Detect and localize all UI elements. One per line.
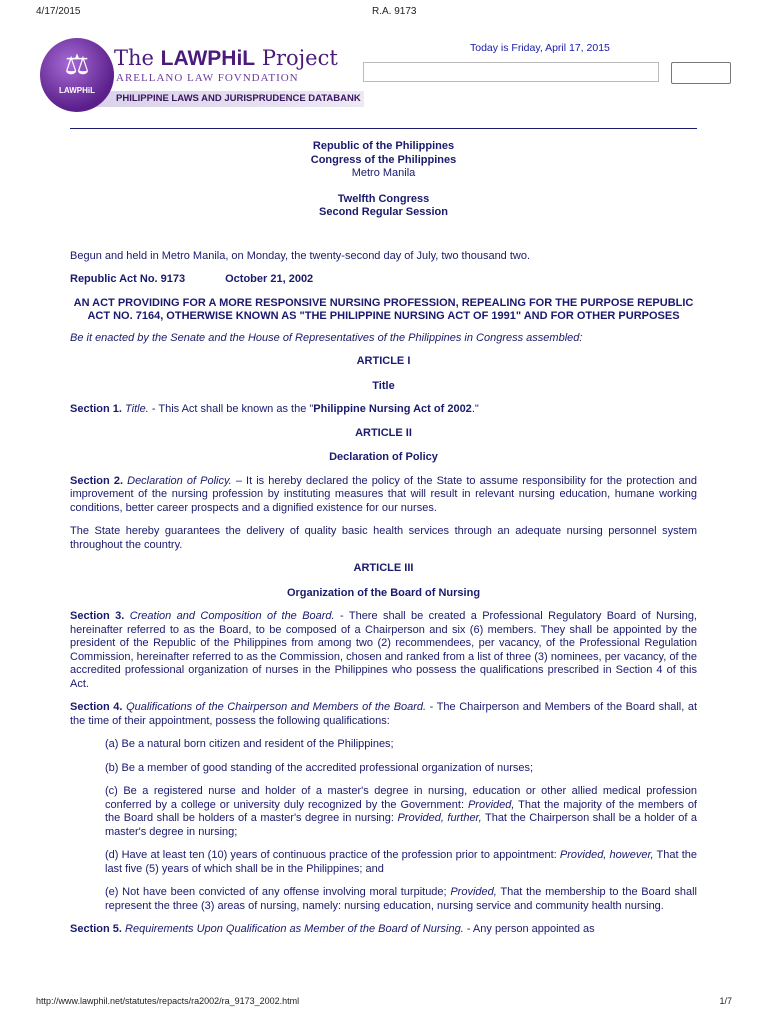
qualification-d-proviso: Provided, however, [559, 849, 654, 861]
qualification-e [70, 886, 697, 913]
print-date: 4/17/2015 [36, 6, 81, 17]
act-number: Republic Act No. 9173 [70, 273, 186, 285]
title-prefix: The [114, 46, 161, 70]
scales-icon: ⚖ [64, 49, 90, 80]
tagline: PHILIPPINE LAWS AND JURISPRUDENCE DATABANK [116, 93, 361, 104]
enacting-clause: Be it enacted by the Senate and the House of Representatives of the Philippines in Congress assembled: [70, 331, 583, 344]
act-title: AN ACT PROVIDING FOR A MORE RESPONSIVE NURSING PROFESSION, REPEALING FOR THE PURPOSE REPUBLIC ACT NO. 7164, OTHERWISE KNOWN AS "THE PHILIPPINE NURSING ACT OF 1991" AND FOR OTHER PURPOSES [73, 296, 694, 322]
section-1-heading: Title. [125, 403, 149, 415]
qualification-a: (a) Be a natural born citizen and resident of the Philippines; [105, 738, 394, 750]
print-doc-title: R.A. 9173 [372, 6, 417, 17]
document-body [70, 140, 697, 937]
article-1-label: ARTICLE I [356, 355, 411, 367]
qualification-e-text: (e) Not have been convicted of any offense involving moral turpitude; [105, 886, 451, 898]
heading-congress-number: Twelfth Congress [337, 192, 430, 205]
section-1-short-title: Philippine Nursing Act of 2002 [313, 403, 472, 415]
lawphil-logo[interactable] [36, 36, 366, 106]
heading-congress: Congress of the Philippines [310, 153, 457, 166]
heading-republic: Republic of the Philippines [312, 140, 455, 152]
tagline-band [72, 91, 364, 107]
qualification-c-proviso: Provided, [467, 798, 515, 811]
qualification-d [70, 849, 697, 876]
title-brand: LAWPHiL [160, 47, 256, 70]
section-1-text: - This Act shall be known as the " [148, 403, 314, 415]
section-5-text: - Any person appointed as [463, 923, 595, 935]
section-4 [70, 701, 697, 728]
qualification-d-text-2: That the last five (5) years of which shall be in the Philippines; and [105, 849, 698, 875]
section-1-text-end: ." [471, 403, 479, 415]
act-number-line [70, 273, 697, 287]
header-divider [70, 128, 697, 129]
section-2-text: – It is hereby declared the policy of the State to assume responsibility for the protection and improvement of the nursing profession by instituting measures that will result in relevant nursing education, humane working conditions, better career prospects and a dignified existence for our nurses. [70, 474, 697, 514]
section-3-number: Section 3. [70, 610, 125, 622]
section-2-heading: Declaration of Policy. [127, 474, 232, 487]
qualification-d-text: (d) Have at least ten (10) years of continuous practice of the profession prior to appointment: [105, 849, 560, 861]
qualification-c-proviso-2: Provided, further, [397, 812, 482, 824]
act-date: October 21, 2002 [225, 273, 314, 285]
logo-mini-text: LAWPHiL [59, 86, 95, 95]
section-2-number: Section 2. [70, 474, 124, 487]
title-suffix: Project [255, 46, 338, 70]
article-1-title: Title [372, 379, 395, 392]
section-1-number: Section 1. [70, 403, 122, 415]
qualification-c-text-2: That the majority of the members of the Board shall be holders of a master's degree in nursing: [105, 798, 697, 824]
qualification-c-text-3: That the Chairperson shall be a holder of a master's degree in nursing; [105, 812, 697, 838]
qualification-e-proviso: Provided, [450, 886, 497, 898]
foundation-name: ARELLANO LAW FOVNDATION [116, 72, 299, 84]
qualification-b: (b) Be a member of good standing of the accredited professional organization of nurses; [105, 761, 534, 774]
print-url: http://www.lawphil.net/statutes/repacts/ra2002/ra_9173_2002.html [36, 996, 300, 1006]
article-3-title: Organization of the Board of Nursing [286, 586, 481, 599]
section-2-paragraph-2: The State hereby guarantees the delivery of quality basic health services through an adequate nursing personnel system throughout the country. [70, 525, 697, 551]
qualification-c [70, 785, 697, 839]
section-5-number: Section 5. [70, 923, 122, 935]
section-2 [70, 475, 697, 516]
article-3-label: ARTICLE III [353, 562, 414, 574]
today-date: Today is Friday, April 17, 2015 [470, 42, 610, 54]
article-2-title: Declaration of Policy [329, 451, 438, 463]
section-5-heading: Requirements Upon Qualification as Member of the Board of Nursing. [125, 923, 464, 935]
article-2-label: ARTICLE II [355, 426, 412, 439]
search-button[interactable] [671, 62, 731, 84]
begun-text: Begun and held in Metro Manila, on Monday, the twenty-second day of July, two thousand two. [70, 249, 531, 262]
heading-session: Second Regular Session [319, 206, 448, 218]
logo-seal [40, 38, 114, 112]
qualification-c-text: (c) Be a registered nurse and holder of a master's degree in nursing, education or other allied medical profession conferred by a college or university duly recognized by the Government: [105, 785, 697, 811]
search-input[interactable] [363, 62, 659, 82]
section-4-number: Section 4. [70, 701, 123, 713]
section-1 [70, 403, 697, 417]
qualification-e-text-2: That the membership to the Board shall represent the three (3) areas of nursing, namely: nursing education, nursing service and community health nursing. [105, 886, 697, 912]
site-title [114, 46, 338, 71]
print-page-number: 1/7 [719, 996, 732, 1006]
section-4-heading: Qualifications of the Chairperson and Members of the Board. [126, 701, 427, 713]
section-3-text: - There shall be created a Professional Regulatory Board of Nursing, hereinafter referred to as the Board, to be composed of a Chairperson and six (6) members. They shall be appointed by the president of the Republic of the Philippines from among two (2) recommendees, per vacancy, of the Professional Regulation Commission, hereinafter referred to as the Commission, chosen and ranked from a list of three (3) nominees, per vacancy, of the accredited professional organization of nurses in the Philippines who possess the qualifications prescribed in Section 4 of this Act. [70, 610, 697, 690]
heading-block [70, 140, 697, 220]
section-3 [70, 610, 697, 691]
section-3-heading: Creation and Composition of the Board. [129, 610, 335, 622]
heading-location: Metro Manila [351, 167, 416, 179]
section-5 [70, 923, 697, 937]
section-4-text: - The Chairperson and Members of the Board shall, at the time of their appointment, possess the following qualifications: [70, 701, 698, 727]
